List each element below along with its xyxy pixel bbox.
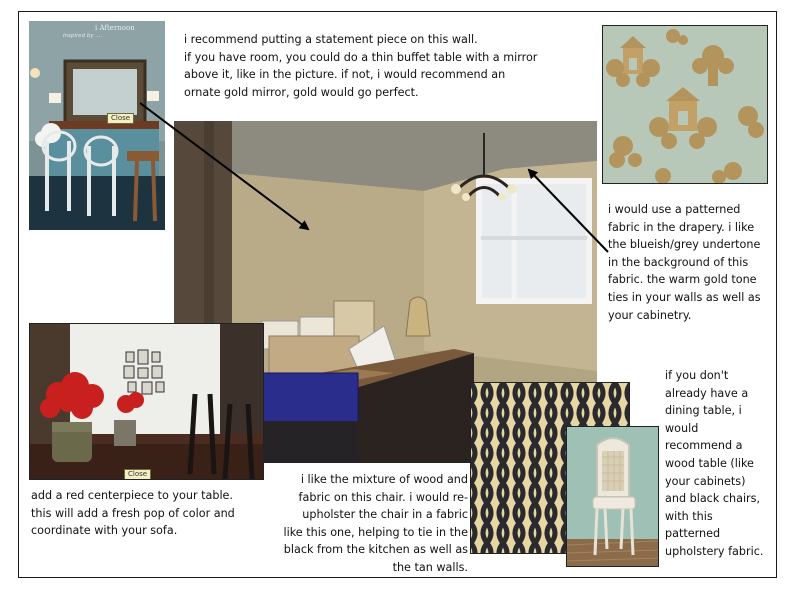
close-button[interactable]: Close	[124, 469, 151, 480]
dining-inspiration-photo	[29, 21, 165, 230]
toile-fabric-swatch	[602, 25, 768, 184]
red-centerpiece-photo	[29, 323, 264, 480]
drapery-note: i would use a patterned fabric in the drapery. i like the blueish/grey undertone in the background of this fabric. the warm gold tone ties in your walls as well as your cabinetry.	[608, 203, 761, 322]
chair-fabric-note: i like the mixture of wood and fabric on this chair. i would re- upholster the chair in a fabric like this one, helping to tie in the black from the kitchen as well as the tan walls.	[283, 473, 468, 574]
watermark-title: i Afternoon	[95, 24, 135, 32]
watermark-subtitle: Inspired by ....	[63, 33, 103, 39]
cane-chair-photo	[566, 426, 659, 567]
centerpiece-note: add a red centerpiece to your table. this will add a fresh pop of color and coordinate with your sofa.	[31, 489, 235, 538]
close-button[interactable]: Close	[107, 113, 134, 124]
statement-piece-note: i recommend putting a statement piece on this wall. if you have room, you could do a thin buffet table with a mirror above it, like in the picture. if not, i would recommend an ornate gold mirror, gold would go perfect.	[184, 33, 538, 99]
dining-table-note: if you don't already have a dining table, i would recommend a wood table (like your cabinets) and black chairs, with this patterned upholstery fabric.	[665, 369, 764, 558]
